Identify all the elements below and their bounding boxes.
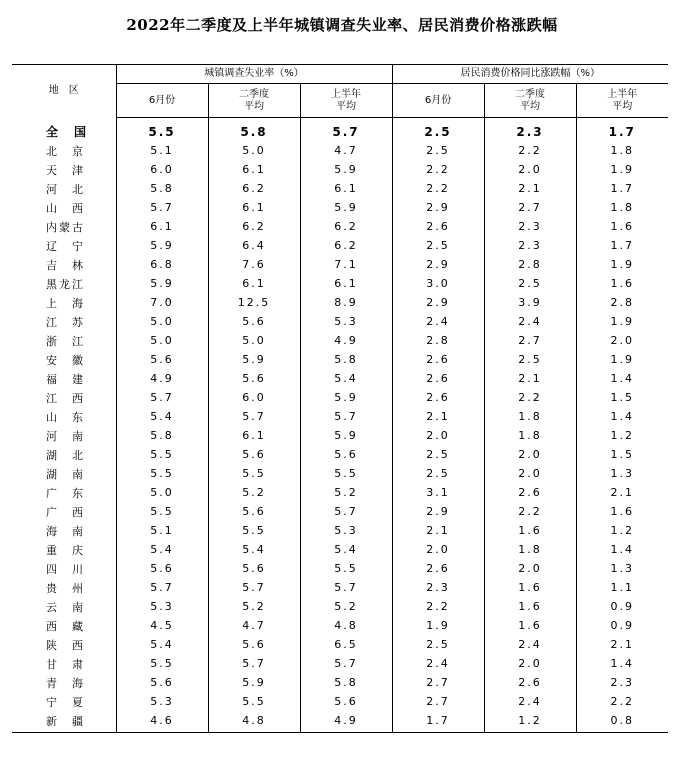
- value-cell-u-h1: 6.1: [300, 179, 392, 198]
- table-row: [12, 445, 668, 464]
- value-cell-c-h1: 2.3: [610, 676, 635, 689]
- value-cell-c-q2: 1.8: [484, 426, 576, 445]
- table-row: [12, 673, 668, 692]
- value-cell-u-h1: 5.9: [300, 388, 392, 407]
- region-cell: 新 疆: [12, 711, 116, 732]
- value-cell-u-h1: 6.1: [300, 274, 392, 293]
- value-cell-u-h1: 4.9: [300, 711, 392, 732]
- table-row: [12, 521, 668, 540]
- region-cell: 河 北: [12, 179, 116, 198]
- value-cell-c-q2: 2.0: [484, 559, 576, 578]
- value-cell-u-q2: 5.5: [208, 521, 300, 540]
- value-cell-u-june: 5.0: [116, 331, 208, 350]
- value-cell-u-june: 5.6: [116, 673, 208, 692]
- region-cell: 江 西: [12, 388, 116, 407]
- value-cell-u-h1: 5.9: [300, 160, 392, 179]
- value-cell-c-june: 3.1: [392, 483, 484, 502]
- value-cell-u-h1: 5.7: [300, 502, 392, 521]
- value-cell-u-h1: 5.9: [300, 426, 392, 445]
- region-cell: 西 藏: [12, 616, 116, 635]
- table-row: [12, 198, 668, 217]
- region-cell: 全 国: [12, 118, 116, 142]
- region-cell: 甘 肃: [12, 654, 116, 673]
- value-cell-c-h1: 1.9: [610, 353, 635, 366]
- value-cell-u-h1: 5.6: [300, 692, 392, 711]
- value-cell-c-q2: 2.2: [484, 388, 576, 407]
- value-cell-c-h1: 1.8: [610, 144, 635, 157]
- value-cell-c-h1: 1.1: [610, 581, 635, 594]
- value-cell-u-q2: 6.1: [208, 426, 300, 445]
- table-title: 2022年二季度及上半年城镇调查失业率、居民消费价格涨跌幅: [126, 16, 558, 34]
- value-cell-c-q2: 2.4: [484, 692, 576, 711]
- region-cell: 吉 林: [12, 255, 116, 274]
- value-cell-u-h1: 5.3: [300, 312, 392, 331]
- value-cell-u-h1: 4.9: [300, 331, 392, 350]
- value-cell-u-q2: 6.4: [208, 236, 300, 255]
- value-cell-u-june: 5.8: [116, 179, 208, 198]
- value-cell-c-q2: 2.0: [484, 160, 576, 179]
- value-cell-u-q2: 6.1: [208, 274, 300, 293]
- value-cell-u-h1: 5.5: [300, 559, 392, 578]
- value-cell-u-h1: 5.7: [300, 407, 392, 426]
- region-cell: 广 西: [12, 502, 116, 521]
- value-cell-c-q2: 2.5: [484, 350, 576, 369]
- value-cell-c-h1: 1.7: [608, 124, 636, 139]
- value-cell-c-h1: 1.9: [610, 258, 635, 271]
- value-cell-u-june: 6.0: [116, 160, 208, 179]
- region-cell: 湖 北: [12, 445, 116, 464]
- value-cell-u-q2: 5.4: [208, 540, 300, 559]
- value-cell-u-june: 5.5: [116, 445, 208, 464]
- value-cell-u-h1: 5.2: [300, 597, 392, 616]
- value-cell-c-q2: 2.3: [484, 236, 576, 255]
- value-cell-c-june: 2.5: [392, 635, 484, 654]
- value-cell-u-q2: 4.8: [208, 711, 300, 732]
- table-row: [12, 692, 668, 711]
- value-cell-u-june: 5.6: [116, 559, 208, 578]
- value-cell-u-june: 5.5: [116, 654, 208, 673]
- region-cell: 北 京: [12, 141, 116, 160]
- value-cell-u-june: 5.8: [116, 426, 208, 445]
- cpi-h1-header: 上半年 平均: [576, 84, 668, 118]
- value-cell-u-h1: 6.2: [300, 236, 392, 255]
- value-cell-u-june: 5.0: [116, 483, 208, 502]
- value-cell-u-h1: 5.4: [300, 540, 392, 559]
- value-cell-c-h1: 0.9: [610, 619, 635, 632]
- table-row: [12, 559, 668, 578]
- value-cell-u-h1: 5.4: [300, 369, 392, 388]
- value-cell-u-q2: 6.2: [208, 217, 300, 236]
- value-cell-c-june: 2.2: [392, 160, 484, 179]
- value-cell-c-q2: 1.6: [484, 521, 576, 540]
- value-cell-u-h1: 5.2: [300, 483, 392, 502]
- value-cell-c-june: 2.9: [392, 255, 484, 274]
- value-cell-c-q2: 2.7: [484, 198, 576, 217]
- value-cell-u-june: 5.0: [116, 312, 208, 331]
- value-cell-c-h1: 1.7: [610, 239, 635, 252]
- value-cell-u-q2: 5.7: [208, 578, 300, 597]
- value-cell-u-h1: 5.7: [300, 654, 392, 673]
- table-row: [12, 312, 668, 331]
- value-cell-u-q2: 5.9: [208, 350, 300, 369]
- table-row: [12, 217, 668, 236]
- value-cell-c-june: 2.5: [392, 464, 484, 483]
- value-cell-u-june: 5.4: [116, 407, 208, 426]
- value-cell-u-june: 5.9: [116, 274, 208, 293]
- value-cell-u-june: 5.4: [116, 540, 208, 559]
- region-cell: 山 西: [12, 198, 116, 217]
- table-row: [12, 483, 668, 502]
- value-cell-c-june: 2.5: [392, 118, 484, 142]
- value-cell-c-h1: 1.4: [610, 372, 635, 385]
- value-cell-u-june: 7.0: [116, 293, 208, 312]
- value-cell-u-h1: 5.8: [300, 673, 392, 692]
- value-cell-u-h1: 5.5: [300, 464, 392, 483]
- value-cell-c-q2: 2.5: [484, 274, 576, 293]
- table-row: [12, 160, 668, 179]
- region-cell: 天 津: [12, 160, 116, 179]
- value-cell-c-q2: 1.6: [484, 578, 576, 597]
- value-cell-u-h1: 5.3: [300, 521, 392, 540]
- value-cell-u-q2: 5.6: [208, 445, 300, 464]
- value-cell-c-h1: 1.7: [610, 182, 635, 195]
- value-cell-u-h1: 4.8: [300, 616, 392, 635]
- value-cell-c-june: 2.5: [392, 445, 484, 464]
- value-cell-u-q2: 5.7: [208, 407, 300, 426]
- value-cell-u-june: 5.1: [116, 521, 208, 540]
- value-cell-u-q2: 5.7: [208, 654, 300, 673]
- value-cell-u-june: 5.3: [116, 692, 208, 711]
- table-row: [12, 616, 668, 635]
- table-bottom-rule: [12, 732, 668, 733]
- statistics-table: [12, 64, 668, 732]
- table-row: [12, 293, 668, 312]
- table-row: [12, 654, 668, 673]
- table-row: [12, 388, 668, 407]
- region-cell: 黑龙江: [12, 274, 116, 293]
- value-cell-u-q2: 5.5: [208, 464, 300, 483]
- table-header: [12, 65, 668, 118]
- value-cell-u-q2: 5.2: [208, 597, 300, 616]
- table-row: [12, 540, 668, 559]
- value-cell-u-q2: 7.6: [208, 255, 300, 274]
- value-cell-u-june: 5.7: [116, 198, 208, 217]
- value-cell-c-q2: 2.3: [484, 118, 576, 142]
- value-cell-c-h1: 1.6: [610, 220, 635, 233]
- value-cell-u-q2: 5.6: [208, 635, 300, 654]
- value-cell-c-h1: 1.2: [610, 524, 635, 537]
- unemployment-june-header: 6月份: [116, 84, 208, 118]
- value-cell-c-june: 2.0: [392, 426, 484, 445]
- table-row: [12, 407, 668, 426]
- value-cell-c-june: 3.0: [392, 274, 484, 293]
- table-row: [12, 635, 668, 654]
- value-cell-u-q2: 5.6: [208, 502, 300, 521]
- cpi-group-header: 居民消费价格同比涨跌幅（%）: [392, 65, 668, 84]
- value-cell-c-q2: 1.8: [484, 407, 576, 426]
- value-cell-c-june: 2.1: [392, 407, 484, 426]
- value-cell-c-q2: 2.4: [484, 312, 576, 331]
- unemployment-group-header: 城镇调查失业率（%）: [116, 65, 392, 84]
- value-cell-c-q2: 2.1: [484, 369, 576, 388]
- region-cell: 青 海: [12, 673, 116, 692]
- value-cell-u-june: 5.7: [116, 388, 208, 407]
- value-cell-c-h1: 1.9: [610, 163, 635, 176]
- value-cell-c-q2: 1.6: [484, 616, 576, 635]
- value-cell-c-h1: 2.1: [610, 486, 635, 499]
- table-row: [12, 179, 668, 198]
- table-row: [12, 350, 668, 369]
- value-cell-u-june: 6.1: [116, 217, 208, 236]
- value-cell-c-q2: 1.2: [484, 711, 576, 732]
- value-cell-c-q2: 1.8: [484, 540, 576, 559]
- value-cell-c-h1: 0.8: [610, 714, 635, 727]
- value-cell-c-june: 2.8: [392, 331, 484, 350]
- value-cell-c-june: 2.9: [392, 198, 484, 217]
- value-cell-u-q2: 5.0: [208, 141, 300, 160]
- value-cell-c-q2: 2.1: [484, 179, 576, 198]
- region-cell: 贵 州: [12, 578, 116, 597]
- region-cell: 安 徽: [12, 350, 116, 369]
- table-row: [12, 236, 668, 255]
- value-cell-c-h1: 1.8: [610, 201, 635, 214]
- region-cell: 宁 夏: [12, 692, 116, 711]
- region-cell: 四 川: [12, 559, 116, 578]
- value-cell-c-june: 2.9: [392, 293, 484, 312]
- region-cell: 陕 西: [12, 635, 116, 654]
- value-cell-c-june: 2.6: [392, 350, 484, 369]
- value-cell-u-h1: 4.7: [300, 141, 392, 160]
- value-cell-c-june: 2.4: [392, 654, 484, 673]
- value-cell-c-june: 2.4: [392, 312, 484, 331]
- value-cell-u-q2: 5.6: [208, 312, 300, 331]
- table-row: [12, 502, 668, 521]
- value-cell-c-june: 2.7: [392, 692, 484, 711]
- value-cell-c-q2: 2.2: [484, 502, 576, 521]
- value-cell-u-june: 5.6: [116, 350, 208, 369]
- value-cell-c-q2: 3.9: [484, 293, 576, 312]
- table-body: [12, 118, 668, 733]
- value-cell-c-june: 2.5: [392, 236, 484, 255]
- value-cell-u-june: 5.5: [116, 464, 208, 483]
- value-cell-u-q2: 6.1: [208, 160, 300, 179]
- value-cell-c-june: 2.5: [392, 141, 484, 160]
- value-cell-c-h1: 2.2: [610, 695, 635, 708]
- region-cell: 云 南: [12, 597, 116, 616]
- table-row: [12, 426, 668, 445]
- value-cell-u-q2: 6.1: [208, 198, 300, 217]
- value-cell-u-june: 4.6: [116, 711, 208, 732]
- value-cell-c-h1: 1.9: [610, 315, 635, 328]
- value-cell-c-june: 2.3: [392, 578, 484, 597]
- unemployment-h1-header: 上半年 平均: [300, 84, 392, 118]
- value-cell-c-h1: 1.4: [610, 410, 635, 423]
- region-cell: 浙 江: [12, 331, 116, 350]
- unemployment-q2-header: 二季度 平均: [208, 84, 300, 118]
- value-cell-c-june: 2.6: [392, 217, 484, 236]
- region-cell: 广 东: [12, 483, 116, 502]
- value-cell-c-june: 1.9: [392, 616, 484, 635]
- region-cell: 辽 宁: [12, 236, 116, 255]
- value-cell-c-h1: 2.1: [610, 638, 635, 651]
- value-cell-c-q2: 2.7: [484, 331, 576, 350]
- value-cell-c-h1: 0.9: [610, 600, 635, 613]
- table-row: [12, 369, 668, 388]
- value-cell-u-h1: 5.9: [300, 198, 392, 217]
- value-cell-c-june: 1.7: [392, 711, 484, 732]
- table-row: [12, 464, 668, 483]
- cpi-june-header: 6月份: [392, 84, 484, 118]
- value-cell-u-june: 6.8: [116, 255, 208, 274]
- value-cell-c-h1: 1.4: [610, 543, 635, 556]
- value-cell-c-h1: 1.6: [610, 277, 635, 290]
- value-cell-u-q2: 6.0: [208, 388, 300, 407]
- value-cell-u-q2: 5.5: [208, 692, 300, 711]
- table-row: [12, 274, 668, 293]
- value-cell-u-h1: 6.2: [300, 217, 392, 236]
- value-cell-u-q2: 5.9: [208, 673, 300, 692]
- table-row-national: [12, 118, 668, 142]
- value-cell-c-q2: 2.0: [484, 464, 576, 483]
- value-cell-c-june: 2.2: [392, 597, 484, 616]
- value-cell-c-q2: 2.3: [484, 217, 576, 236]
- value-cell-c-june: 2.2: [392, 179, 484, 198]
- value-cell-c-q2: 2.6: [484, 673, 576, 692]
- value-cell-c-h1: 1.5: [610, 391, 635, 404]
- value-cell-u-h1: 5.7: [300, 578, 392, 597]
- value-cell-c-h1: 1.2: [610, 429, 635, 442]
- value-cell-c-june: 2.0: [392, 540, 484, 559]
- value-cell-u-q2: 5.0: [208, 331, 300, 350]
- value-cell-c-june: 2.6: [392, 369, 484, 388]
- value-cell-u-q2: 5.6: [208, 369, 300, 388]
- cpi-q2-header: 二季度 平均: [484, 84, 576, 118]
- value-cell-c-q2: 2.6: [484, 483, 576, 502]
- value-cell-u-q2: 12.5: [208, 293, 300, 312]
- table-row: [12, 331, 668, 350]
- value-cell-u-q2: 4.7: [208, 616, 300, 635]
- value-cell-c-h1: 1.6: [610, 505, 635, 518]
- value-cell-u-june: 5.3: [116, 597, 208, 616]
- value-cell-u-june: 4.5: [116, 616, 208, 635]
- value-cell-u-june: 5.1: [116, 141, 208, 160]
- region-cell: 山 东: [12, 407, 116, 426]
- value-cell-u-h1: 8.9: [300, 293, 392, 312]
- value-cell-u-june: 5.5: [116, 502, 208, 521]
- value-cell-c-q2: 2.4: [484, 635, 576, 654]
- value-cell-c-june: 2.7: [392, 673, 484, 692]
- value-cell-c-june: 2.6: [392, 388, 484, 407]
- table-row: [12, 255, 668, 274]
- table-row: [12, 578, 668, 597]
- region-cell: 福 建: [12, 369, 116, 388]
- region-header: 地 区: [12, 65, 116, 118]
- value-cell-u-june: 5.5: [116, 118, 208, 142]
- table-row: [12, 597, 668, 616]
- value-cell-c-june: 2.9: [392, 502, 484, 521]
- value-cell-u-q2: 6.2: [208, 179, 300, 198]
- value-cell-u-june: 5.4: [116, 635, 208, 654]
- value-cell-u-june: 4.9: [116, 369, 208, 388]
- value-cell-c-h1: 1.3: [610, 467, 635, 480]
- value-cell-c-h1: 1.4: [610, 657, 635, 670]
- value-cell-c-h1: 2.0: [610, 334, 635, 347]
- region-cell: 上 海: [12, 293, 116, 312]
- value-cell-u-q2: 5.8: [208, 118, 300, 142]
- value-cell-u-h1: 6.5: [300, 635, 392, 654]
- value-cell-c-q2: 2.2: [484, 141, 576, 160]
- value-cell-c-june: 2.6: [392, 559, 484, 578]
- value-cell-c-q2: 1.6: [484, 597, 576, 616]
- value-cell-u-q2: 5.6: [208, 559, 300, 578]
- value-cell-c-q2: 2.0: [484, 654, 576, 673]
- table-row: [12, 711, 668, 732]
- region-cell: 湖 南: [12, 464, 116, 483]
- value-cell-u-q2: 5.2: [208, 483, 300, 502]
- value-cell-c-june: 2.1: [392, 521, 484, 540]
- value-cell-u-h1: 7.1: [300, 255, 392, 274]
- value-cell-c-q2: 2.0: [484, 445, 576, 464]
- region-cell: 河 南: [12, 426, 116, 445]
- table-row: [12, 141, 668, 160]
- region-cell: 重 庆: [12, 540, 116, 559]
- value-cell-u-june: 5.7: [116, 578, 208, 597]
- value-cell-u-h1: 5.7: [300, 118, 392, 142]
- value-cell-c-h1: 2.8: [610, 296, 635, 309]
- region-cell: 海 南: [12, 521, 116, 540]
- value-cell-u-h1: 5.6: [300, 445, 392, 464]
- region-cell: 江 苏: [12, 312, 116, 331]
- value-cell-u-h1: 5.8: [300, 350, 392, 369]
- value-cell-c-q2: 2.8: [484, 255, 576, 274]
- value-cell-c-h1: 1.5: [610, 448, 635, 461]
- value-cell-c-h1: 1.3: [610, 562, 635, 575]
- value-cell-u-june: 5.9: [116, 236, 208, 255]
- region-cell: 内蒙古: [12, 217, 116, 236]
